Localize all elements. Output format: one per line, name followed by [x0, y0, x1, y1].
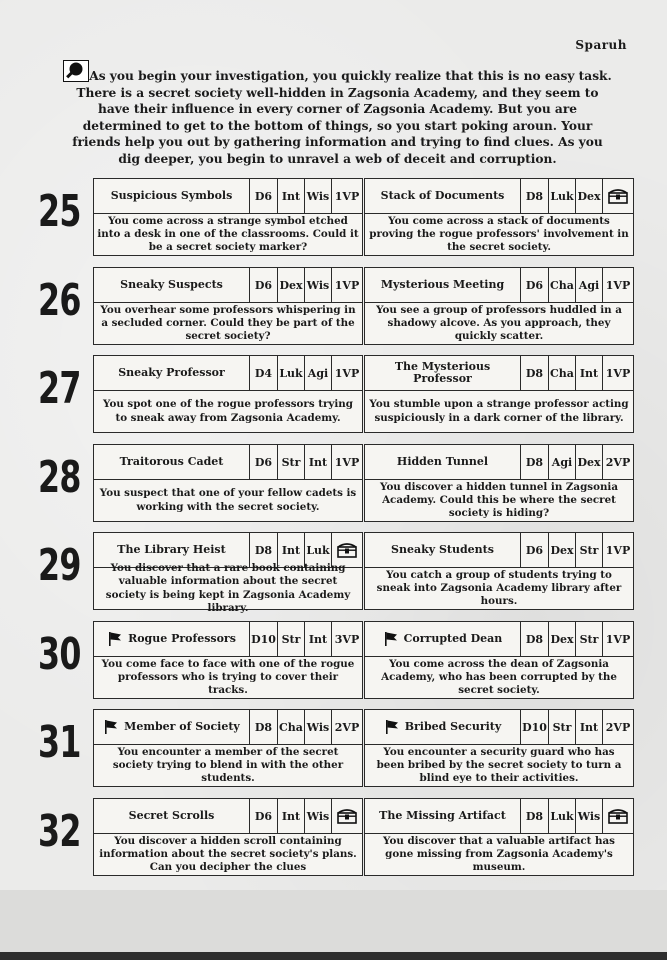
- card-stat: Agi: [575, 268, 602, 302]
- card-stat: Str: [575, 622, 602, 656]
- card-text: You encounter a member of the secret society trying to blend in with the other students.: [112, 745, 344, 785]
- encounter-card-right: [364, 621, 634, 699]
- card-stat: Luk: [277, 356, 304, 390]
- bottom-strip: [0, 952, 667, 960]
- flag-icon: [383, 631, 399, 647]
- chest-icon: [608, 808, 628, 824]
- card-reward: 1VP: [331, 179, 362, 213]
- card-stat: Str: [277, 622, 304, 656]
- row-number: 31: [38, 717, 81, 768]
- card-stat: Cha: [277, 710, 304, 744]
- card-header: [365, 622, 633, 657]
- card-die: D6: [249, 268, 277, 302]
- card-reward: 1VP: [602, 268, 633, 302]
- card-title: [365, 356, 520, 390]
- card-stat: Str: [548, 710, 575, 744]
- card-stat: Wis: [304, 799, 331, 833]
- card-die: D10: [249, 622, 277, 656]
- card-title: [94, 799, 249, 833]
- card-die: D8: [520, 179, 548, 213]
- intro-paragraph: [60, 68, 615, 168]
- card-stat: Str: [575, 533, 602, 567]
- card-stat: Luk: [304, 533, 331, 567]
- card-die: D6: [249, 179, 277, 213]
- card-title: [365, 268, 520, 302]
- card-text: You discover that a rare book containing valuable information about the secret society is being kept in Zagsonia Academy library.: [105, 561, 351, 614]
- card-text: You catch a group of students trying to sneak into Zagsonia Academy library after hours.: [376, 568, 622, 608]
- encounter-card-right: [364, 709, 634, 787]
- card-stat: Int: [277, 799, 304, 833]
- encounter-card-left: [93, 267, 363, 345]
- card-header: [365, 356, 633, 391]
- encounter-card-left: [93, 532, 363, 614]
- card-header: [94, 268, 362, 303]
- card-stat: Luk: [548, 799, 575, 833]
- card-stat: Int: [304, 622, 331, 656]
- card-text: You come across the dean of Zagsonia Academy, who has been corrupted by the secret society.: [381, 657, 617, 697]
- card-title-text: The Missing Artifact: [379, 809, 506, 822]
- encounter-card-right: [364, 444, 634, 522]
- card-die: D10: [520, 710, 548, 744]
- card-title-text: Rogue Professors: [128, 632, 236, 645]
- card-title-text: Member of Society: [124, 720, 240, 733]
- card-stat: Dex: [548, 533, 575, 567]
- card-title-text: Sneaky Students: [391, 543, 494, 556]
- card-title: [94, 445, 249, 479]
- card-reward: 1VP: [602, 356, 633, 390]
- card-title-text: The Mysterious Professor: [394, 360, 491, 385]
- card-text: You spot one of the rogue professors trying to sneak away from Zagsonia Academy.: [103, 398, 353, 424]
- card-stat: Int: [304, 445, 331, 479]
- card-header: [94, 622, 362, 657]
- card-reward: 1VP: [331, 445, 362, 479]
- encounter-card-left: [93, 709, 363, 787]
- card-die: D6: [520, 533, 548, 567]
- card-header: [94, 799, 362, 834]
- card-reward: 1VP: [602, 533, 633, 567]
- card-text: You discover that a valuable artifact has gone missing from Zagsonia Academy's museum.: [383, 834, 615, 874]
- card-title: [365, 179, 520, 213]
- card-reward: [602, 179, 633, 213]
- row-number: 28: [38, 452, 81, 503]
- card-stat: Dex: [575, 179, 602, 213]
- card-text: You come face to face with one of the rogue professors who is trying to cover their tracks.: [101, 657, 355, 697]
- card-die: D4: [249, 356, 277, 390]
- header-name: Sparuh: [575, 38, 627, 52]
- card-stat: Wis: [575, 799, 602, 833]
- footer-band: [0, 890, 667, 952]
- card-title: [94, 268, 249, 302]
- card-die: D6: [249, 799, 277, 833]
- card-stat: Wis: [304, 268, 331, 302]
- card-die: D8: [520, 445, 548, 479]
- card-die: D6: [520, 268, 548, 302]
- card-text: You stumble upon a strange professor acting suspiciously in a dark corner of the library.: [369, 398, 629, 424]
- card-die: D8: [249, 710, 277, 744]
- flag-icon: [384, 719, 400, 735]
- card-title: [365, 622, 520, 656]
- encounter-card-right: [364, 267, 634, 345]
- card-header: [94, 179, 362, 214]
- card-stat: Wis: [304, 710, 331, 744]
- card-title-text: Secret Scrolls: [128, 809, 215, 822]
- card-header: [365, 268, 633, 303]
- card-title: [365, 799, 520, 833]
- card-title: [365, 533, 520, 567]
- encounter-card-left: [93, 444, 363, 522]
- card-stat: Int: [575, 356, 602, 390]
- card-text: You discover a hidden scroll containing information about the secret society's plans. Can you decipher the clues: [99, 834, 357, 874]
- card-stat: Int: [575, 710, 602, 744]
- card-title-text: Traitorous Cadet: [119, 455, 224, 468]
- card-die: D8: [520, 356, 548, 390]
- card-title: [365, 445, 520, 479]
- card-title-text: Sneaky Suspects: [120, 278, 223, 291]
- card-header: [94, 445, 362, 480]
- card-stat: Agi: [304, 356, 331, 390]
- card-reward: 2VP: [602, 710, 633, 744]
- card-stat: Luk: [548, 179, 575, 213]
- flag-icon: [107, 631, 123, 647]
- card-title-text: Sneaky Professor: [118, 366, 225, 379]
- card-title-text: The Library Heist: [117, 543, 226, 556]
- card-text: You see a group of professors huddled in a shadowy alcove. As you approach, they quickly scatter.: [376, 303, 622, 343]
- card-die: D8: [249, 533, 277, 567]
- row-number: 26: [38, 275, 81, 326]
- card-stat: Dex: [575, 445, 602, 479]
- card-title: [94, 622, 249, 656]
- card-text: You encounter a security guard who has been bribed by the secret society to turn a blind eye to their activities.: [376, 745, 622, 785]
- encounter-card-right: [364, 532, 634, 610]
- card-title-text: Corrupted Dean: [403, 632, 503, 645]
- card-header: [365, 799, 633, 834]
- card-header: [94, 710, 362, 745]
- card-stat: Dex: [277, 268, 304, 302]
- card-reward: [331, 799, 362, 833]
- card-stat: Cha: [548, 268, 575, 302]
- card-die: D8: [520, 622, 548, 656]
- chest-icon: [337, 542, 357, 558]
- row-number: 30: [38, 629, 81, 680]
- card-title-text: Suspicious Symbols: [110, 189, 233, 202]
- row-number: 29: [38, 540, 81, 591]
- card-text: You come across a strange symbol etched into a desk in one of the classrooms. Could it be a secret society marker?: [97, 214, 359, 254]
- encounter-card-left: [93, 178, 363, 256]
- card-stat: Str: [277, 445, 304, 479]
- card-reward: 2VP: [602, 445, 633, 479]
- card-title-text: Hidden Tunnel: [396, 455, 489, 468]
- card-die: D6: [249, 445, 277, 479]
- card-title: [94, 710, 249, 744]
- card-reward: 2VP: [331, 710, 362, 744]
- card-reward: 1VP: [331, 356, 362, 390]
- card-stat: Int: [277, 533, 304, 567]
- card-title-text: Bribed Security: [404, 720, 502, 733]
- card-reward: 1VP: [602, 622, 633, 656]
- card-text: You overhear some professors whispering in a secluded corner. Could they be part of the secret society?: [100, 303, 356, 343]
- encounter-card-right: [364, 178, 634, 256]
- card-header: [365, 445, 633, 480]
- row-number: 32: [38, 806, 81, 857]
- card-stat: Wis: [304, 179, 331, 213]
- card-reward: 1VP: [331, 268, 362, 302]
- row-number: 25: [38, 186, 81, 237]
- encounter-card-left: [93, 355, 363, 433]
- card-title-text: Stack of Documents: [380, 189, 505, 202]
- encounter-card-left: [93, 621, 363, 699]
- card-text: You discover a hidden tunnel in Zagsonia Academy. Could this be where the secret society is hiding?: [379, 480, 619, 520]
- card-title: [94, 356, 249, 390]
- encounter-card-left: [93, 798, 363, 876]
- card-header: [365, 179, 633, 214]
- card-text: You come across a stack of documents proving the rogue professors' involvement in the secret society.: [369, 214, 629, 254]
- card-header: [365, 710, 633, 745]
- intro-text: As you begin your investigation, you quickly realize that this is no easy task. There is a secret society well-hidden in Zagsonia Academy, and they seem to have their influence in every corner of Zagsonia Academy. But you are determined to get to the bottom of things, so you start poking aroun. Your friends help you out by gathering information and trying to find clues. As you dig deeper, you begin to unravel a web of deceit and corruption.: [72, 69, 612, 166]
- card-reward: [602, 799, 633, 833]
- chest-icon: [337, 808, 357, 824]
- encounter-card-right: [364, 355, 634, 433]
- chest-icon: [608, 188, 628, 204]
- card-header: [365, 533, 633, 568]
- card-die: D8: [520, 799, 548, 833]
- card-stat: Dex: [548, 622, 575, 656]
- card-text: You suspect that one of your fellow cadets is working with the secret society.: [99, 487, 357, 513]
- card-title: [94, 179, 249, 213]
- flag-icon: [103, 719, 119, 735]
- card-stat: Agi: [548, 445, 575, 479]
- card-stat: Cha: [548, 356, 575, 390]
- row-number: 27: [38, 363, 81, 414]
- card-title-text: Mysterious Meeting: [380, 278, 505, 291]
- card-header: [94, 356, 362, 391]
- card-reward: 3VP: [331, 622, 362, 656]
- card-stat: Int: [277, 179, 304, 213]
- encounter-card-right: [364, 798, 634, 876]
- card-title: [365, 710, 520, 744]
